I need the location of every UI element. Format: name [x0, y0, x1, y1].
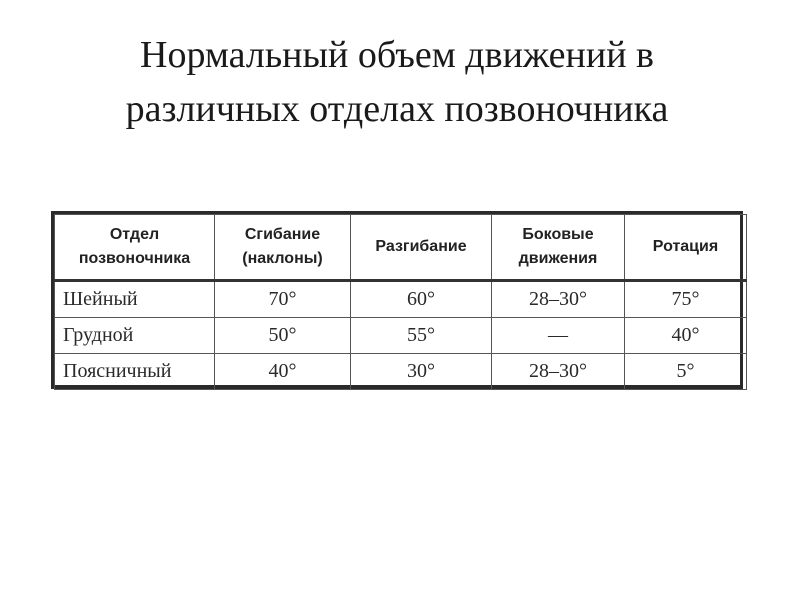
column-header-text: Сгибание: [244, 226, 321, 243]
lateral-cell: —: [492, 318, 625, 354]
lateral-cell: 28–30°: [492, 281, 625, 318]
column-header-section: [55, 215, 215, 281]
rotation-cell: 75°: [625, 281, 747, 318]
column-header-text: Боковые: [522, 226, 594, 243]
flexion-cell: 40°: [215, 354, 351, 390]
column-header-flexion: [215, 215, 351, 281]
column-header-rotation: [625, 215, 747, 281]
flexion-cell: 70°: [215, 281, 351, 318]
extension-cell: 30°: [351, 354, 492, 390]
spine-motion-table: [54, 214, 747, 390]
column-header-extension: [351, 215, 492, 281]
rotation-cell: 5°: [625, 354, 747, 390]
flexion-cell: 50°: [215, 318, 351, 354]
column-header-text: Разгибание: [375, 238, 467, 255]
column-header-lateral: [492, 215, 625, 281]
rotation-cell: 40°: [625, 318, 747, 354]
column-header-text: движения: [518, 250, 598, 267]
slide-title-line-2: различных отделах позвоночника: [125, 88, 669, 130]
column-header-text: Отдел: [109, 226, 160, 243]
lateral-cell: 28–30°: [492, 354, 625, 390]
table-row-thoracic: [55, 318, 747, 354]
extension-cell: 60°: [351, 281, 492, 318]
column-header-text: (наклоны): [242, 250, 323, 267]
row-label-cell: Поясничный: [55, 354, 215, 390]
extension-cell: 55°: [351, 318, 492, 354]
table-row-cervical: [55, 281, 747, 318]
slide-title-line-1: Нормальный объем движений в: [140, 34, 654, 76]
column-header-text: позвоночника: [78, 250, 191, 267]
row-label-cell: Шейный: [55, 281, 215, 318]
table-row-lumbar: [55, 354, 747, 390]
column-header-text: Ротация: [652, 238, 719, 255]
spine-motion-table-frame: [51, 211, 743, 389]
row-label-cell: Грудной: [55, 318, 215, 354]
slide-title: [0, 28, 794, 136]
table-header-row: [55, 215, 747, 281]
